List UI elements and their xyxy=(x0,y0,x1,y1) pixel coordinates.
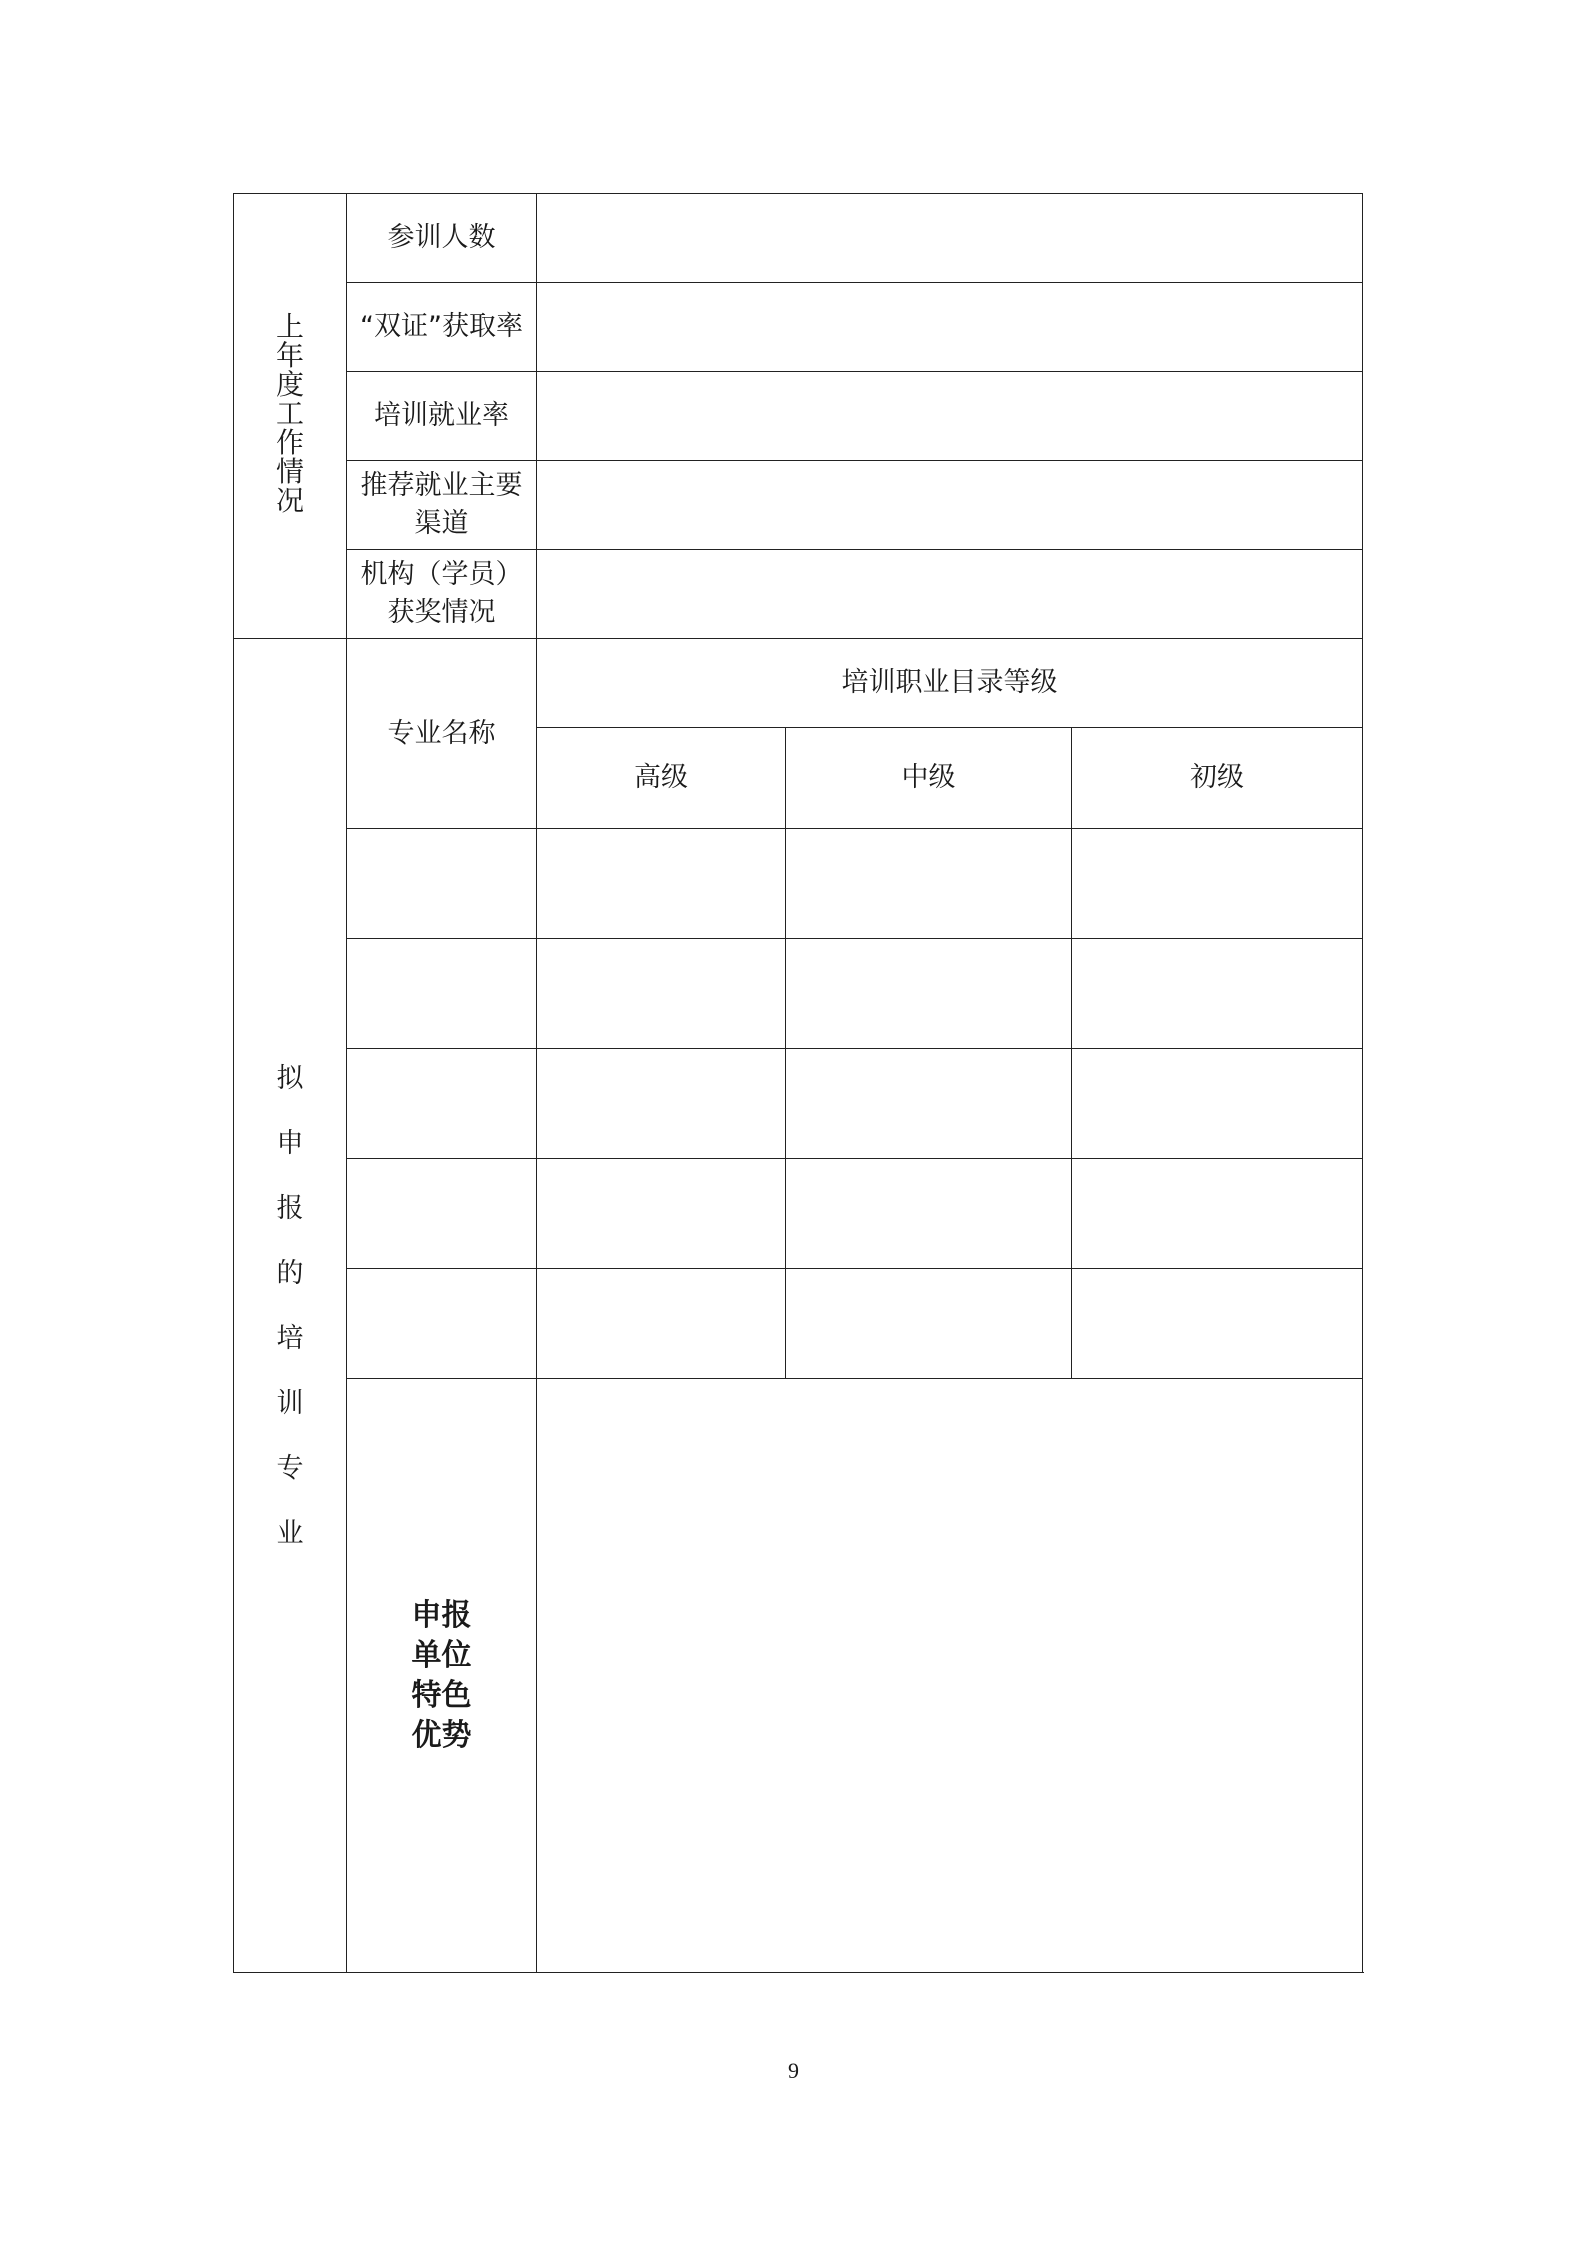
table-row xyxy=(234,1049,1363,1159)
table-row xyxy=(234,1159,1363,1269)
major-name-cell[interactable] xyxy=(347,829,537,939)
junior-level-cell[interactable] xyxy=(1072,1269,1363,1379)
intermediate-level-cell[interactable] xyxy=(786,1049,1072,1159)
column-group-header-catalog-level: 培训职业目录等级 xyxy=(537,639,1363,728)
field-value-trainee-count[interactable] xyxy=(537,194,1363,283)
column-header-junior: 初级 xyxy=(1072,728,1363,829)
senior-level-cell[interactable] xyxy=(537,1049,786,1159)
row-employment-rate xyxy=(234,372,1363,461)
field-value-employment-channels[interactable] xyxy=(537,461,1363,550)
page-number: 9 xyxy=(788,2058,799,2083)
row-awards xyxy=(234,550,1363,639)
column-header-major-name: 专业名称 xyxy=(347,639,537,829)
major-name-cell[interactable] xyxy=(347,939,537,1049)
section-last-year-label: 上年度工作情况 xyxy=(275,309,304,517)
intermediate-level-cell[interactable] xyxy=(786,1159,1072,1269)
section-advantages-label: 申报单位特色优势 xyxy=(411,1597,472,1753)
senior-level-cell[interactable] xyxy=(537,1269,786,1379)
majors-header-row-1 xyxy=(234,639,1363,728)
junior-level-cell[interactable] xyxy=(1072,1159,1363,1269)
advantages-row xyxy=(234,1379,1363,1973)
field-label-employment-channels: 推荐就业主要渠道 xyxy=(347,461,537,550)
field-value-employment-rate[interactable] xyxy=(537,372,1363,461)
section-majors-label-cell xyxy=(234,639,347,1973)
field-value-awards[interactable] xyxy=(537,550,1363,639)
application-form-table xyxy=(233,193,1363,1973)
field-label-trainee-count: 参训人数 xyxy=(347,194,537,283)
table-row xyxy=(234,829,1363,939)
column-header-intermediate: 中级 xyxy=(786,728,1072,829)
section-advantages-label-cell xyxy=(347,1379,537,1973)
field-label-awards: 机构（学员）获奖情况 xyxy=(347,550,537,639)
field-label-employment-rate: 培训就业率 xyxy=(347,372,537,461)
major-name-cell[interactable] xyxy=(347,1269,537,1379)
row-trainee-count xyxy=(234,194,1363,283)
table-row xyxy=(234,1269,1363,1379)
table-row xyxy=(234,939,1363,1049)
junior-level-cell[interactable] xyxy=(1072,1049,1363,1159)
senior-level-cell[interactable] xyxy=(537,1159,786,1269)
field-value-dual-cert-rate[interactable] xyxy=(537,283,1363,372)
row-dual-cert-rate xyxy=(234,283,1363,372)
intermediate-level-cell[interactable] xyxy=(786,829,1072,939)
field-label-dual-cert-rate: “双证”获取率 xyxy=(347,283,537,372)
column-header-senior: 高级 xyxy=(537,728,786,829)
advantages-content-area[interactable] xyxy=(537,1379,1363,1973)
junior-level-cell[interactable] xyxy=(1072,939,1363,1049)
row-employment-channels xyxy=(234,461,1363,550)
major-name-cell[interactable] xyxy=(347,1159,537,1269)
major-name-cell[interactable] xyxy=(347,1049,537,1159)
section-last-year-label-cell xyxy=(234,194,347,639)
intermediate-level-cell[interactable] xyxy=(786,1269,1072,1379)
intermediate-level-cell[interactable] xyxy=(786,939,1072,1049)
junior-level-cell[interactable] xyxy=(1072,829,1363,939)
section-majors-label: 拟申报的培训专业 xyxy=(276,1062,304,1549)
senior-level-cell[interactable] xyxy=(537,939,786,1049)
senior-level-cell[interactable] xyxy=(537,829,786,939)
